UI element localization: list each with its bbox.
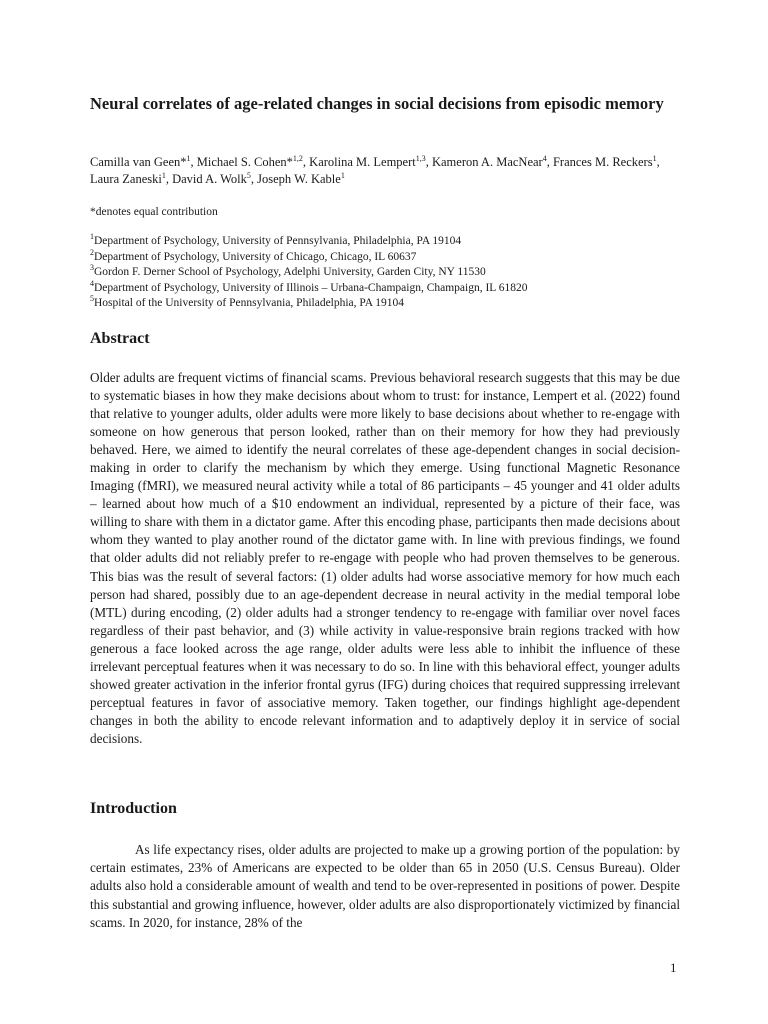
introduction-text: As life expectancy rises, older adults are projected to make up a growing portion of the population: by certain estimates, 23% of Americans are expected to be older than 65 in 2050 (U.S. Census Bureau). Older adults also hold a considerable amount of wealth and tend to be over-represented in positions of power. Despite this substantial and growing influence, however, older adults are also disproportionately victimized by financial scams. In 2020, for instance, 28% of the <box>90 842 680 930</box>
affiliation: $^5$Hospital of the University of Pennsylvania, Philadelphia, PA 19104 <box>90 294 405 309</box>
page-number: 1 <box>670 960 677 975</box>
author-list: Camilla van Geen*$^1$, Michael S. Cohen*$^{1,2}$, Karolina M. Lempert$^{1,3}$, Kameron A. MacNear$^4$, Frances M. Reckers$^1$, Laura Zaneski$^1$, David A. Wolk$^5$, Joseph W. Kable$^1$ <box>90 153 660 186</box>
introduction-heading: Introduction <box>90 800 177 817</box>
author: Camilla van Geen*$^1$ <box>90 153 191 169</box>
author: Laura Zaneski$^1$ <box>90 170 166 186</box>
affiliation-list <box>90 234 690 312</box>
author: Frances M. Reckers$^1$ <box>552 153 657 169</box>
affiliation: $^4$Department of Psychology, University of Illinois – Urbana-Champaign, Champaign, IL 61820 <box>90 278 528 294</box>
abstract-heading: Abstract <box>90 330 150 347</box>
author: Joseph W. Kable$^1$ <box>257 170 345 186</box>
equal-contribution-note: *denotes equal contribution <box>90 206 218 218</box>
affiliation: $^3$Gordon F. Derner School of Psychology, Adelphi University, Garden City, NY 11530 <box>90 263 486 278</box>
paper-title: Neural correlates of age-related changes in social decisions from episodic memory <box>90 94 664 113</box>
author: Michael S. Cohen*$^{1,2}$ <box>196 153 303 169</box>
author: Karolina M. Lempert$^{1,3}$ <box>309 153 426 169</box>
author: Kameron A. MacNear$^4$ <box>431 153 547 169</box>
author: David A. Wolk$^5$ <box>172 170 251 186</box>
abstract-text: Older adults are frequent victims of financial scams. Previous behavioral research suggests that this may be due to systematic biases in how they make decisions about whom to trust: for instance, Lempert et al. (2022) found that relative to younger adults, older adults were more likely to base decisions about whether to re-engage with someone on how generous that person looked, rather than on their memory for how they had previously behaved. Here, we aimed to identify the neural correlates of these age-dependent changes in social decision-making in order to clarify the mechanism by which they emerge. Using functional Magnetic Resonance Imaging (fMRI), we measured neural activity while a total of 86 participants – 45 younger and 41 older adults – learned about how much of a $10 endowment an individual, represented by a picture of their face, was willing to share with them in a dictator game. After this encoding phase, participants then made decisions about whom they wanted to play another round of the dictator game with. In line with previous findings, we found that older adults did not reliably prefer to re-engage with people who had proven themselves to be generous. This bias was the result of several factors: (1) older adults had worse associative memory for how much each person had shared, possibly due to an age-dependent decrease in neural activity in the medial temporal lobe (MTL) during encoding, (2) older adults had a stronger tendency to re-engage with familiar over novel faces regardless of their past behavior, and (3) while activity in value-responsive brain regions tracked with how generous a face looked across the age range, older adults were less able to inhibit the influence of these irrelevant perceptual features when it was necessary to do so. In line with this behavioral effect, younger adults showed greater activation in the inferior frontal gyrus (IFG) during choices that required suppressing irrelevant perceptual features in favor of associative memory. Taken together, our findings highlight age-dependent changes in both the ability to encode relevant information and to adaptively deploy it in service of social decisions. <box>90 370 680 746</box>
affiliation: $^1$Department of Psychology, University of Pennsylvania, Philadelphia, PA 19104 <box>90 232 462 247</box>
affiliation: $^2$Department of Psychology, University of Chicago, Chicago, IL 60637 <box>90 247 417 263</box>
